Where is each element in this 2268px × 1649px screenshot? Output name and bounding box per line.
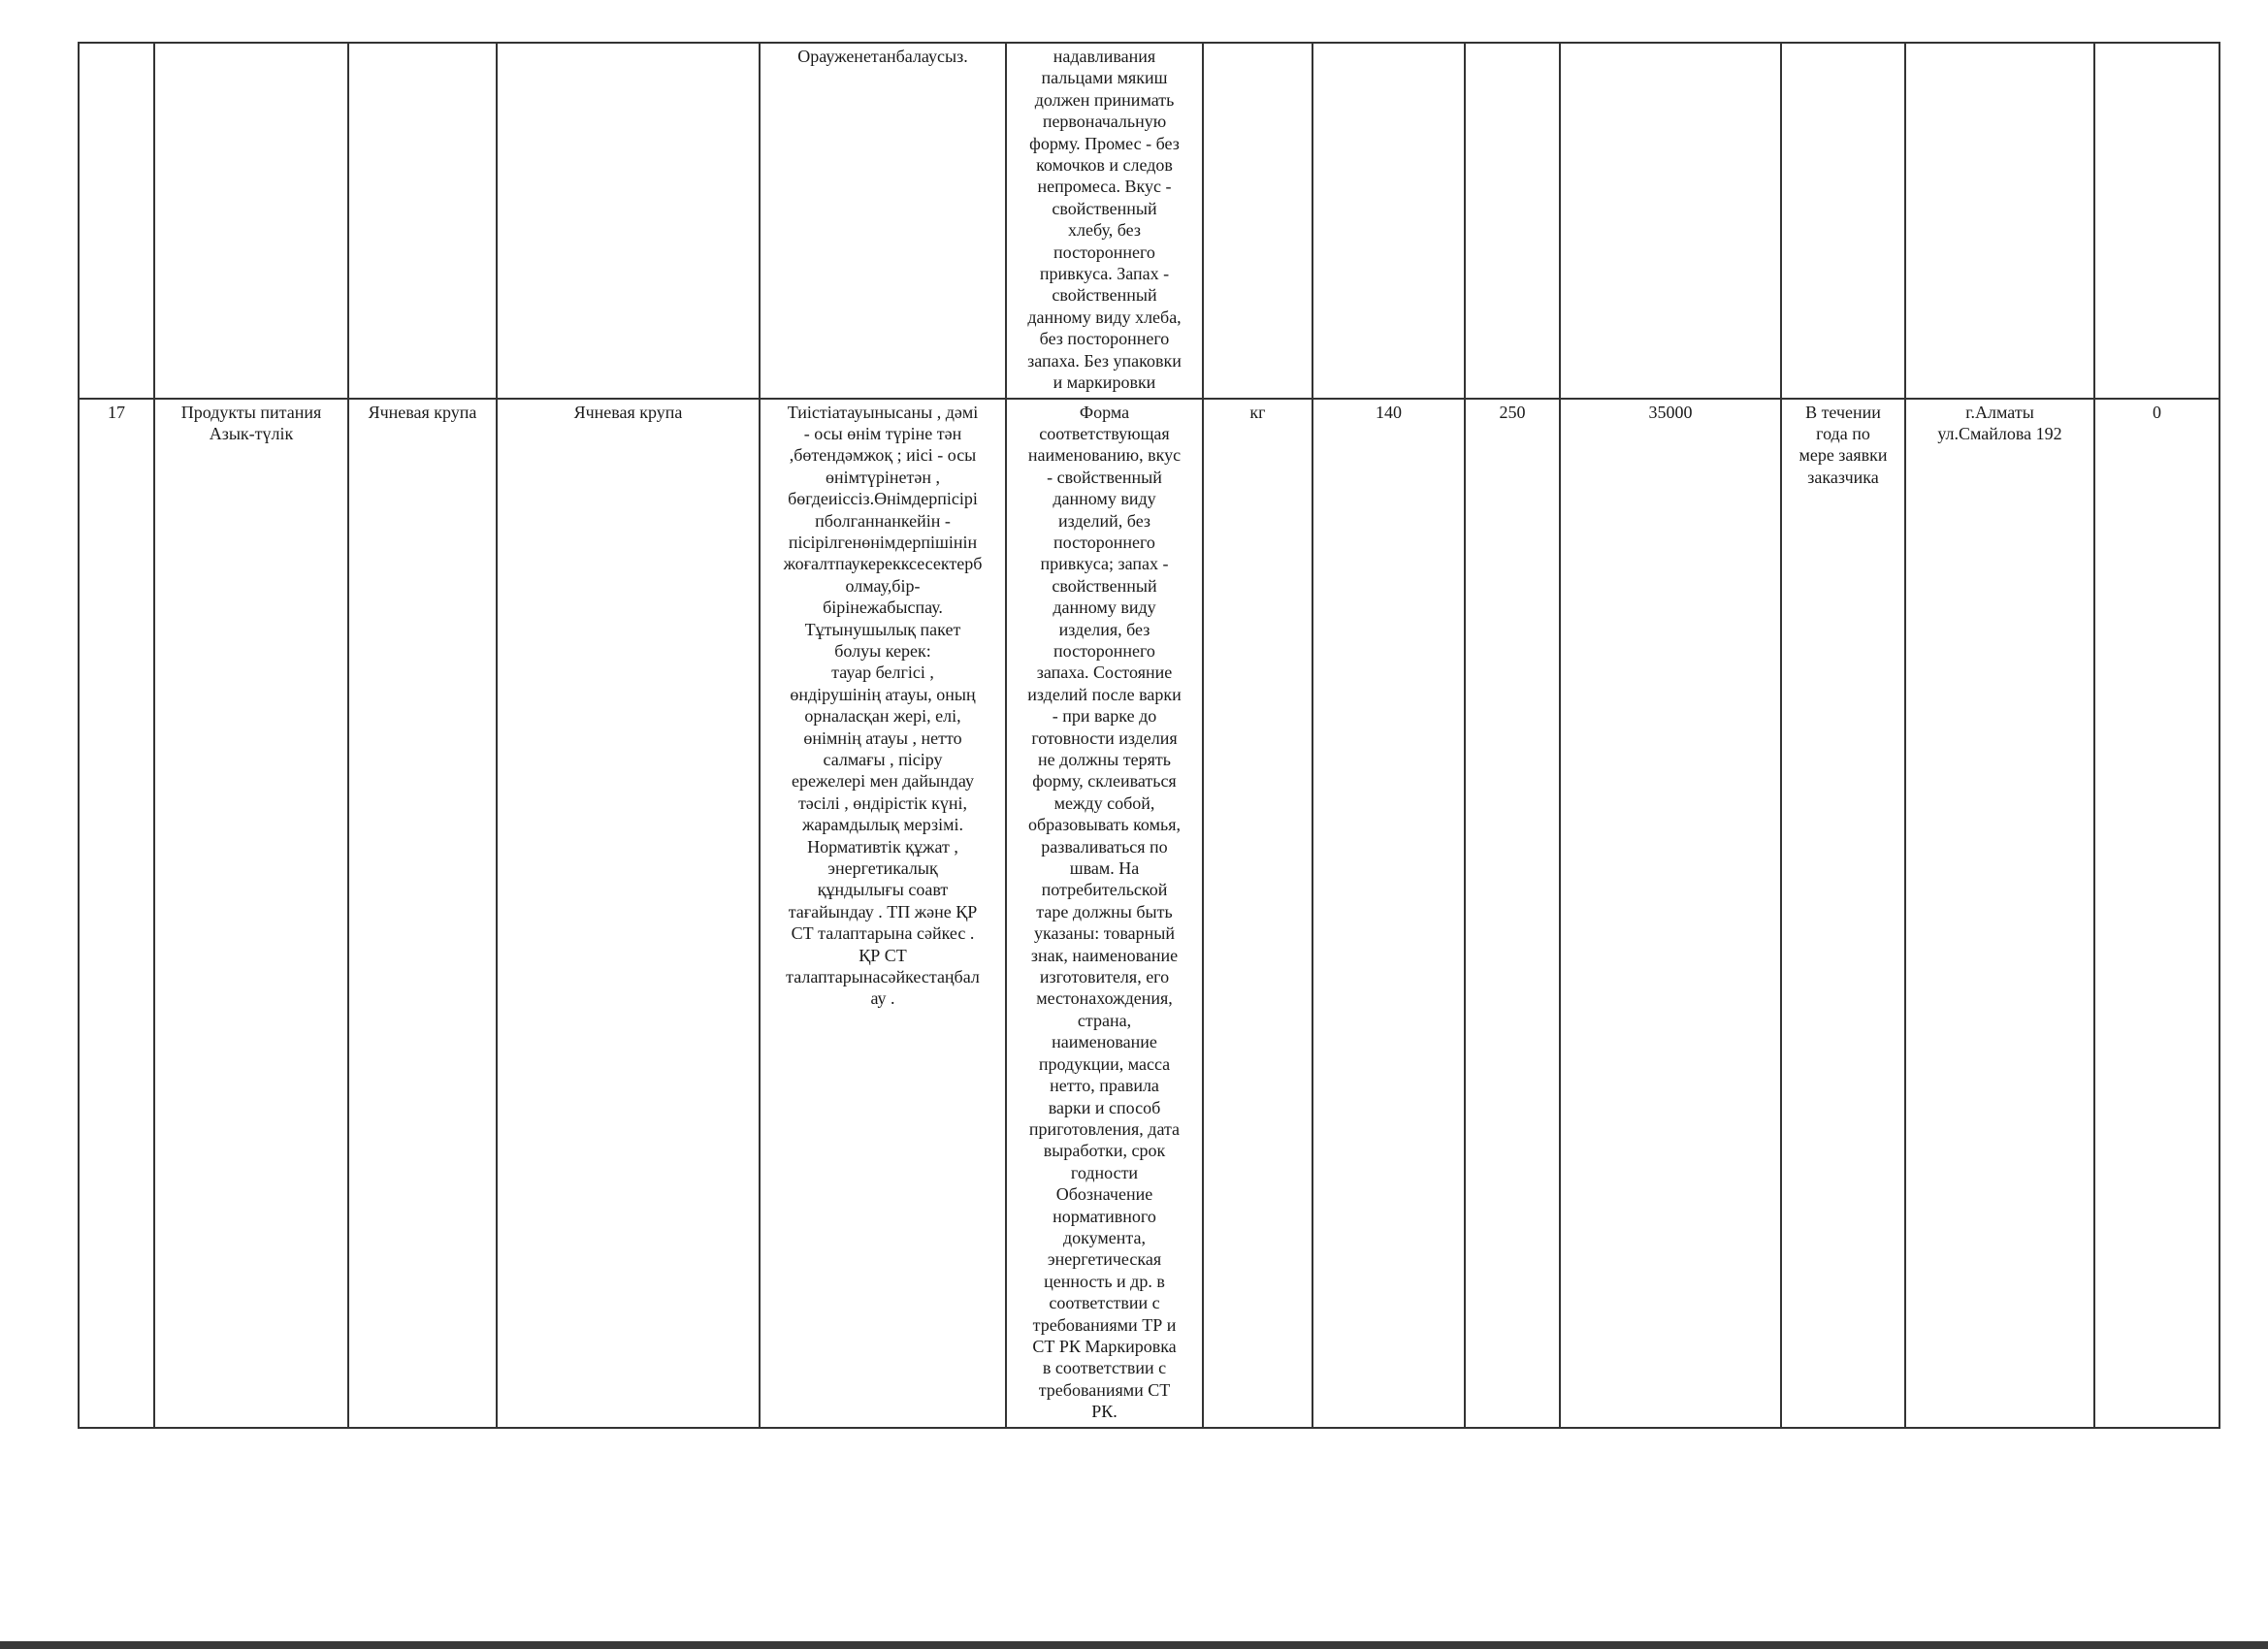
cell-delivery-place — [1905, 43, 2094, 399]
scan-edge-band — [0, 1641, 2268, 1649]
cell-delivery-place: г.Алматы ул.Смайлова 192 — [1905, 399, 2094, 1428]
cell-delivery-term: В течении года по мере заявки заказчика — [1781, 399, 1905, 1428]
cell-unit — [1203, 43, 1312, 399]
cell-spec-ru: надавливания пальцами мякиш должен принимать первоначальную форму. Промес - без комочков и следов непромеса. Вкус - свойственный хлебу, без постороннего привкуса. Запах - свойственный данному виду хлеба, без постороннего запаха. Без упаковки и маркировки — [1006, 43, 1203, 399]
cell-quantity — [1312, 43, 1465, 399]
table-row — [79, 43, 2219, 399]
cell-category — [154, 43, 348, 399]
procurement-spec-table — [78, 42, 2220, 1429]
cell-category: Продукты питания Азык-түлік — [154, 399, 348, 1428]
cell-unit: кг — [1203, 399, 1312, 1428]
cell-spec-kz: Орауженетанбалаусыз. — [760, 43, 1006, 399]
cell-advance — [2094, 43, 2219, 399]
cell-sum: 35000 — [1560, 399, 1781, 1428]
cell-name: Ячневая крупа — [348, 399, 497, 1428]
cell-name-detail: Ячневая крупа — [497, 399, 760, 1428]
cell-number: 17 — [79, 399, 154, 1428]
cell-name — [348, 43, 497, 399]
table-row — [79, 399, 2219, 1428]
cell-spec-ru: Форма соответствующая наименованию, вкус - свойственный данному виду изделий, без постороннего привкуса; запах - свойственный данному виду изделия, без постороннего запаха. Состояние изделий после варки - при варке до готовности изделия не должны терять форму, склеиваться между собой, образовывать комья, разваливаться по швам. На потребительской таре должны быть указаны: товарный знак, наименование изготовителя, его местонахождения, страна, наименование продукции, масса нетто, правила варки и способ приготовления, дата выработки, срок годности Обозначение нормативного документа, энергетическая ценность и др. в соответствии с требованиями ТР и СТ РК Маркировка в соответствии с требованиями СТ РК. — [1006, 399, 1203, 1428]
cell-name-detail — [497, 43, 760, 399]
cell-spec-kz: Тиістіатауынысаны , дәмі - осы өнім түріне тән ,бөтендәмжоқ ; иісі - осы өнімтүрінетән , бөгдеиіссіз.Өнімдерпісірі пболганнанкейін - пісірілгенөнімдерпішінін жоғалтпаукерекксесектерб олмау,бір- бірінежабыспау. Тұтынушылық пакет болуы керек: тауар белгісі , өндірушінің атауы, оның орналасқан жері, елі, өнімнің атауы , нетто салмағы , пісіру ережелері мен дайындау тәсілі , өндірістік күні, жарамдылық мерзімі. Нормативтік құжат , энергетикалық құндылығы соавт тағайындау . ТП және ҚР СТ талаптарына сәйкес . ҚР СТ талаптарынасәйкестаңбал ау . — [760, 399, 1006, 1428]
cell-price: 250 — [1465, 399, 1560, 1428]
cell-price — [1465, 43, 1560, 399]
cell-quantity: 140 — [1312, 399, 1465, 1428]
cell-number — [79, 43, 154, 399]
cell-advance: 0 — [2094, 399, 2219, 1428]
cell-delivery-term — [1781, 43, 1905, 399]
cell-sum — [1560, 43, 1781, 399]
